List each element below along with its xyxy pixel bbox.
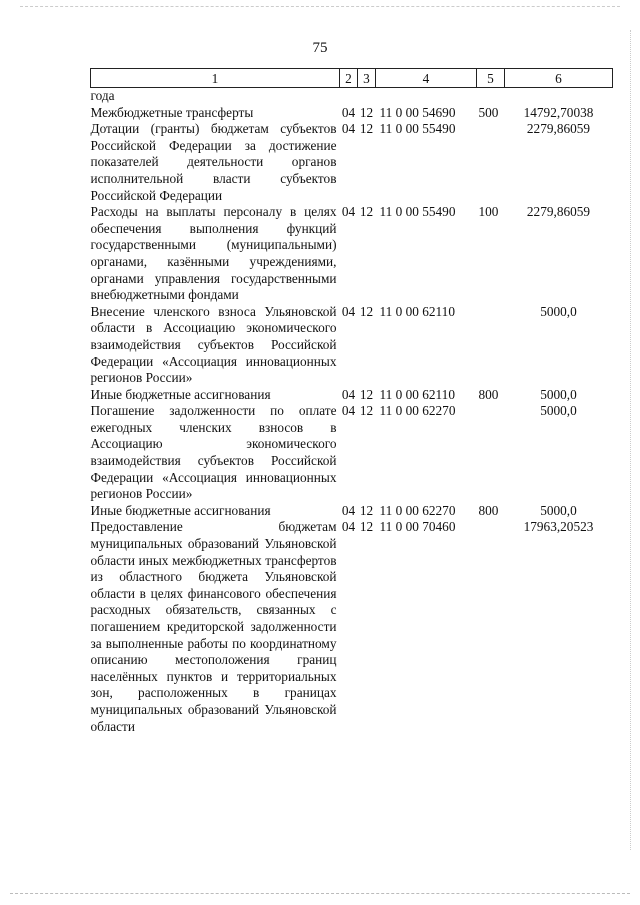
- scan-edge-right: [630, 30, 632, 850]
- row-section: [340, 88, 358, 105]
- row-target-code: 11 0 00 62270: [379, 502, 456, 518]
- page-number: 75: [312, 40, 328, 56]
- row-target-code: 11 0 00 70460: [379, 519, 456, 535]
- row-subsection: 12: [359, 519, 374, 535]
- table-row: [91, 519, 613, 735]
- column-header-3: 3: [358, 69, 376, 88]
- row-amount: 5000,0: [540, 386, 577, 402]
- row-amount: 5000,0: [540, 403, 577, 419]
- row-amount: 17963,20523: [523, 519, 594, 535]
- table-row: [91, 121, 613, 204]
- row-name: года: [90, 88, 115, 103]
- row-section: 04: [341, 519, 356, 535]
- row-subsection: 12: [359, 121, 374, 137]
- row-section: 04: [341, 386, 356, 402]
- table-row: [91, 403, 613, 503]
- row-target-code: 11 0 00 62110: [379, 386, 455, 402]
- row-subsection: [358, 88, 376, 105]
- row-subsection: 12: [359, 104, 374, 120]
- row-name: Погашение задолженности по оплате ежегодных членских взносов в Ассоциацию экономического взаимодействия субъектов Российской Федерации «Ассоциация инновационных регионов России»: [90, 403, 337, 502]
- row-expense-type: [477, 519, 505, 735]
- row-expense-type: 500: [478, 104, 499, 120]
- row-expense-type: 800: [478, 386, 499, 402]
- row-subsection: 12: [359, 403, 374, 419]
- table-row: [91, 503, 613, 520]
- row-amount: 2279,86059: [526, 121, 591, 137]
- row-subsection: 12: [359, 303, 374, 319]
- scan-edge-top: [20, 6, 620, 8]
- row-target-code: 11 0 00 54690: [379, 104, 456, 120]
- row-name: Внесение членского взноса Ульяновской области в Ассоциацию экономического взаимодействия субъектов Российской Федерации «Ассоциация инновационных регионов России»: [90, 303, 337, 386]
- row-amount: [505, 88, 613, 105]
- row-expense-type: [477, 403, 505, 503]
- column-header-1: 1: [91, 69, 340, 88]
- row-expense-type: 100: [478, 204, 499, 220]
- row-amount: 5000,0: [540, 502, 577, 518]
- table-header-row: [91, 69, 613, 88]
- row-subsection: 12: [359, 386, 374, 402]
- row-name: Расходы на выплаты персоналу в целях обеспечения выполнения функций государственными (муниципальными) органами, казёнными учреждениями, органами управления государственными внебюджетными фондами: [90, 204, 337, 303]
- row-name: Дотации (гранты) бюджетам субъектов Российской Федерации за достижение показателей деятельности органов исполнительной власти субъектов Российской Федерации: [90, 121, 337, 203]
- table-row: [91, 204, 613, 304]
- row-name: Иные бюджетные ассигнования: [90, 386, 271, 402]
- row-name: Межбюджетные трансферты: [90, 104, 254, 120]
- row-expense-type: 800: [478, 502, 499, 518]
- column-header-5: 5: [477, 69, 505, 88]
- row-expense-type: [477, 121, 505, 204]
- table-row: [91, 387, 613, 404]
- row-amount: 2279,86059: [526, 204, 591, 220]
- budget-table: [90, 68, 613, 735]
- row-target-code: 11 0 00 55490: [379, 204, 456, 220]
- row-section: 04: [341, 403, 356, 419]
- row-subsection: 12: [359, 502, 374, 518]
- row-name: Предоставление бюджетам муниципальных образований Ульяновской области иных межбюджетных трансфертов из областного бюджета Ульяновской области в целях финансового обеспечения расходных обязательств, связанных с погашением кредиторской задолженности за выполненные работы по координатному описанию местоположения границ населённых пунктов и территориальных зон, расположенных в границах муниципальных образований Ульяновской области: [90, 519, 337, 734]
- table-row: [91, 304, 613, 387]
- row-expense-type: [477, 304, 505, 387]
- column-header-6: 6: [505, 69, 613, 88]
- row-expense-type: [477, 88, 505, 105]
- row-section: 04: [341, 121, 356, 137]
- row-amount: 5000,0: [540, 303, 577, 319]
- row-section: 04: [341, 502, 356, 518]
- row-target-code: 11 0 00 62270: [379, 403, 456, 419]
- table-row: [91, 88, 613, 105]
- row-section: 04: [341, 204, 356, 220]
- row-amount: 14792,70038: [523, 104, 594, 120]
- table-row: [91, 105, 613, 122]
- scan-edge-bottom: [10, 893, 630, 895]
- row-section: 04: [341, 104, 356, 120]
- column-header-2: 2: [340, 69, 358, 88]
- column-header-4: 4: [376, 69, 477, 88]
- row-section: 04: [341, 303, 356, 319]
- row-subsection: 12: [359, 204, 374, 220]
- row-target-code: 11 0 00 55490: [379, 121, 456, 137]
- row-target-code: [376, 88, 477, 105]
- row-name: Иные бюджетные ассигнования: [90, 502, 271, 518]
- row-target-code: 11 0 00 62110: [379, 303, 455, 319]
